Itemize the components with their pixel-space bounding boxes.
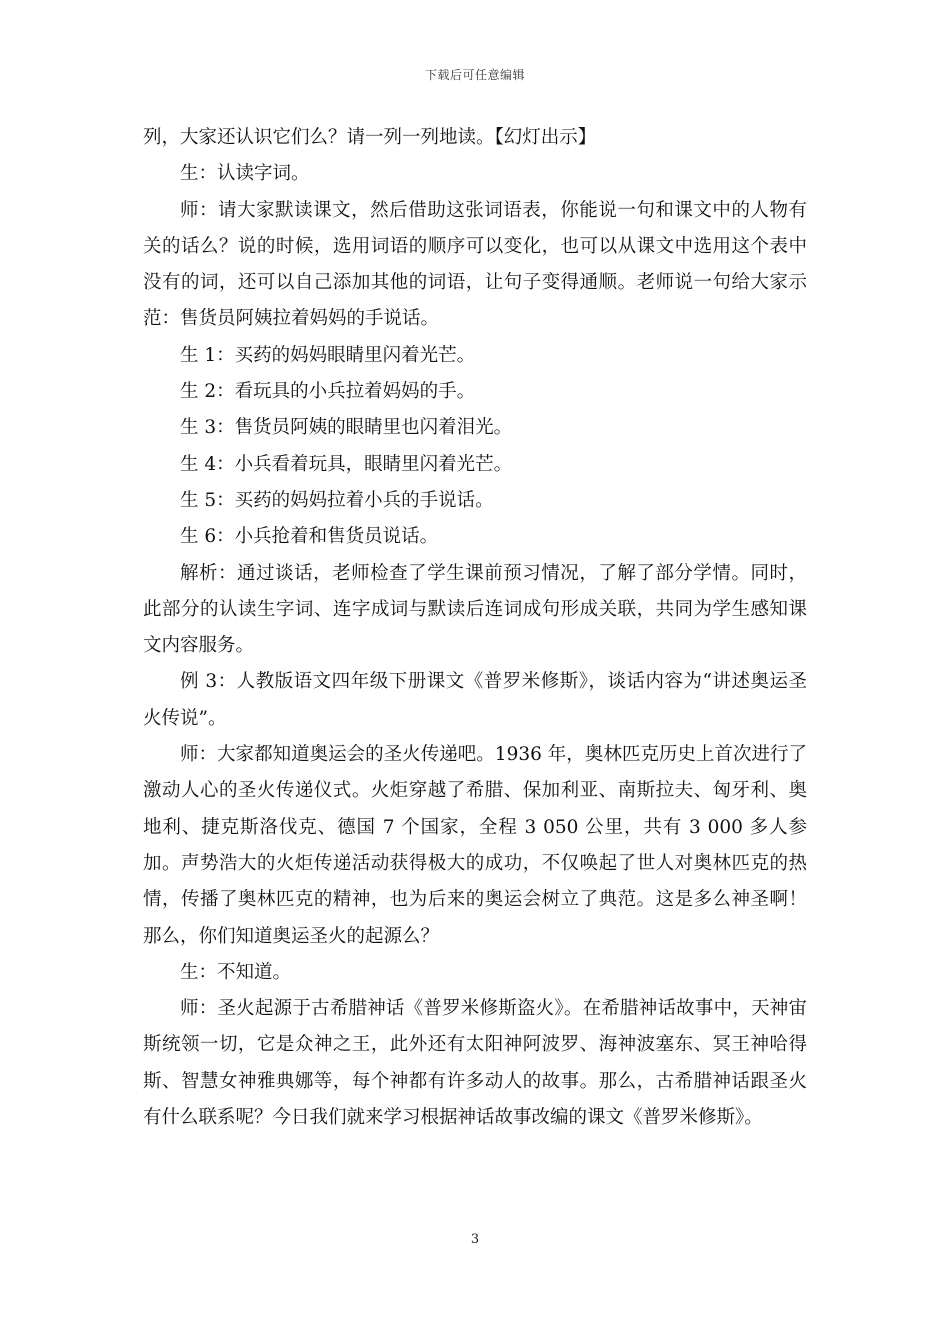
paragraph: 生 6：小兵抢着和售货员说话。 (180, 526, 439, 548)
paragraph: 师：大家都知道奥运会的圣火传递吧。1936 年，奥林匹克历史上首次进行了激动人心的圣火传递仪式。火炬穿越了希腊、保加利亚、南斯拉夫、匈牙利、奥地利、捷克斯洛伐克、德国 7 个国家，全程 3 050 公里，共有 3 000 多人参加。声势浩大的火炬传递活动获得极大的成功，不仅唤起了世人对奥林匹克的热情，传播了奥林匹克的精神，也为后来的奥运会树立了典范。这是多么神圣啊！那么，你们知道奥运圣火的起源么？ (143, 744, 807, 947)
paragraph: 例 3：人教版语文四年级下册课文《普罗米修斯》，谈话内容为“讲述奥运圣火传说”。 (143, 671, 807, 729)
paragraph: 师：请大家默读课文，然后借助这张词语表，你能说一句和课文中的人物有关的话么？说的时候，选用词语的顺序可以变化，也可以从课文中选用这个表中没有的词，还可以自己添加其他的词语，让句子变得通顺。老师说一句给大家示范：售货员阿姨拉着妈妈的手说话。 (143, 199, 807, 330)
paragraph: 生 3：售货员阿姨的眼睛里也闪着泪光。 (180, 417, 513, 439)
paragraph: 生 5：买药的妈妈拉着小兵的手说话。 (180, 489, 494, 511)
paragraph: 师：圣火起源于古希腊神话《普罗米修斯盗火》。在希腊神话故事中，天神宙斯统领一切，它是众神之王，此外还有太阳神阿波罗、海神波塞东、冥王神哈得斯、智慧女神雅典娜等，每个神都有许多动人的故事。那么，古希腊神话跟圣火有什么联系呢？今日我们就来学习根据神话故事改编的课文《普罗米修斯》。 (143, 998, 807, 1129)
paragraph: 解析：通过谈话，老师检查了学生课前预习情况，了解了部分学情。同时，此部分的认读生字词、连字成词与默读后连词成句形成关联，共同为学生感知课文内容服务。 (143, 562, 807, 657)
paragraph: 生：认读字词。 (180, 163, 310, 185)
paragraph-continuation: 列，大家还认识它们么？请一列一列地读。【幻灯出示】 (143, 127, 597, 148)
page-header: 下载后可任意编辑 (424, 68, 525, 82)
paragraph: 生 1：买药的妈妈眼睛里闪着光芒。 (180, 344, 476, 366)
paragraph: 生 2：看玩具的小兵拉着妈妈的手。 (180, 381, 476, 403)
paragraph: 生 4：小兵看着玩具，眼睛里闪着光芒。 (180, 453, 513, 475)
page-number: 3 (470, 1232, 480, 1247)
document-body (143, 120, 807, 1136)
paragraph: 生：不知道。 (180, 961, 292, 983)
